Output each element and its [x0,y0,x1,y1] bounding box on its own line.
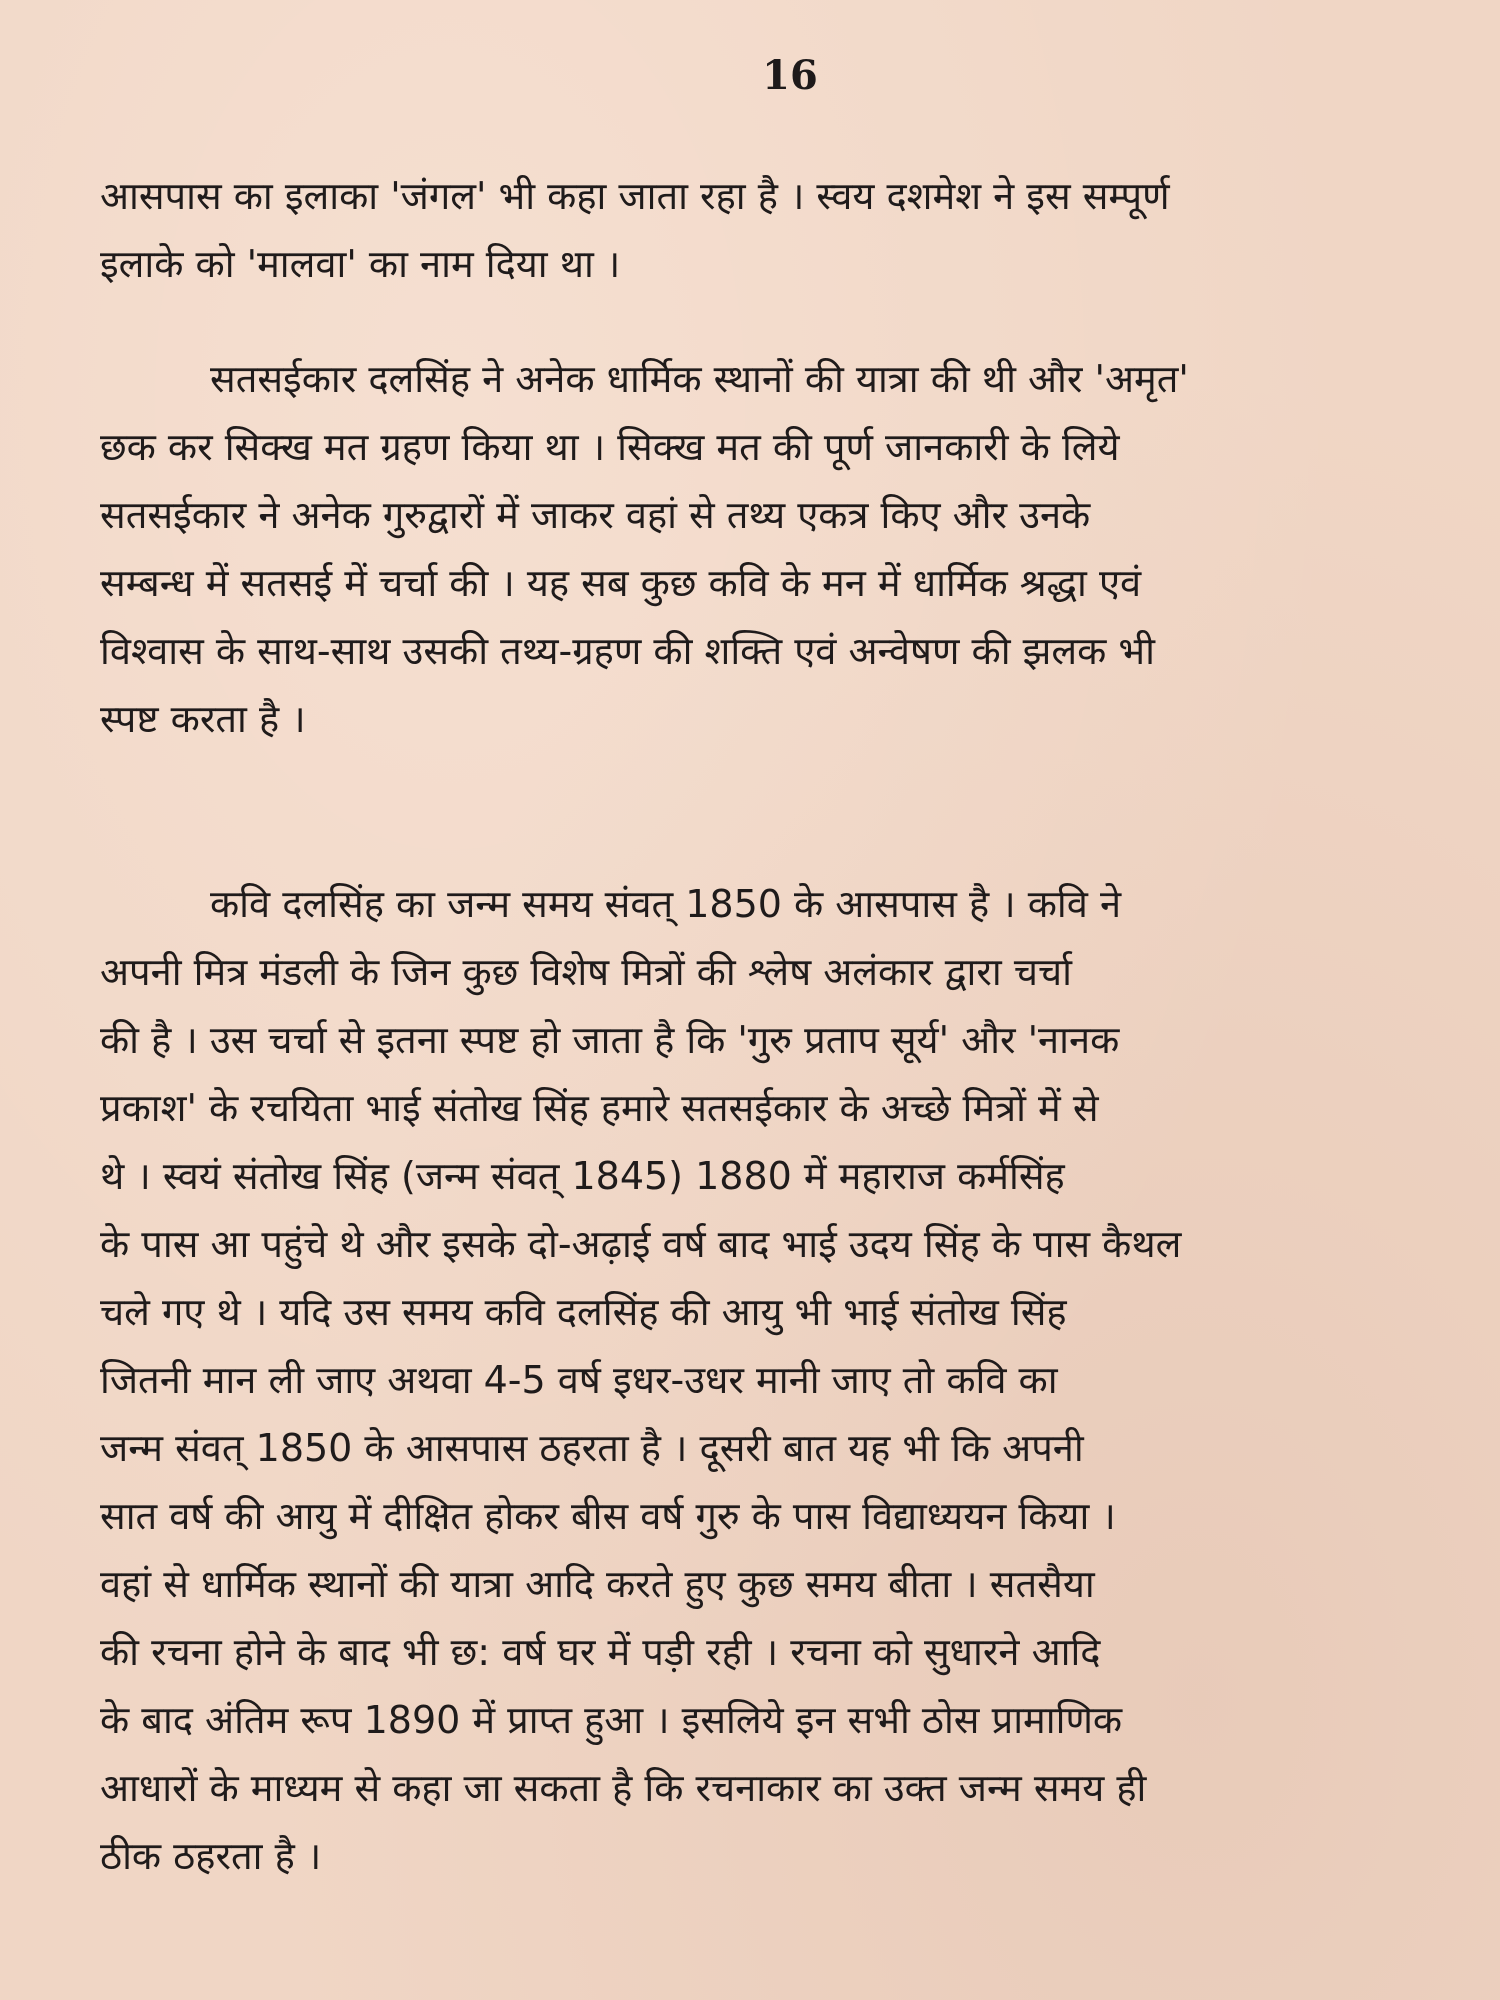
text-line: जितनी मान ली जाए अथवा 4-5 वर्ष इधर-उधर मानी जाए तो कवि का [100,1358,1058,1402]
text-line: इलाके को 'मालवा' का नाम दिया था । [100,242,621,286]
text-line: कवि दलसिंह का जन्म समय संवत् 1850 के आसपास है । कवि ने [210,882,1122,926]
text-line: सम्बन्ध में सतसई में चर्चा की । यह सब कुछ कवि के मन में धार्मिक श्रद्धा एवं [100,561,1142,605]
text-line: छक कर सिक्ख मत ग्रहण किया था । सिक्ख मत की पूर्ण जानकारी के लिये [100,425,1120,469]
text-line: की है । उस चर्चा से इतना स्पष्ट हो जाता है कि 'गुरु प्रताप सूर्य' और 'नानक [100,1018,1120,1062]
text-line: सतसईकार ने अनेक गुरुद्वारों में जाकर वहां से तथ्य एकत्र किए और उनके [100,493,1091,537]
text-line: ठीक ठहरता है । [100,1834,322,1878]
text-line: सात वर्ष की आयु में दीक्षित होकर बीस वर्ष गुरु के पास विद्याध्ययन किया । [100,1494,1116,1538]
paragraph-3 [100,870,1420,1890]
text-line: आसपास का इलाका 'जंगल' भी कहा जाता रहा है । स्वय दशमेश ने इस सम्पूर्ण [100,174,1170,218]
text-line: जन्म संवत् 1850 के आसपास ठहरता है । दूसरी बात यह भी कि अपनी [100,1426,1084,1470]
text-line: स्पष्ट करता है । [100,697,306,741]
paragraph-2 [100,345,1420,753]
text-line: अपनी मित्र मंडली के जिन कुछ विशेष मित्रों की श्लेष अलंकार द्वारा चर्चा [100,950,1072,994]
text-line: के पास आ पहुंचे थे और इसके दो-अढ़ाई वर्ष बाद भाई उदय सिंह के पास कैथल [100,1222,1182,1266]
text-line: के बाद अंतिम रूप 1890 में प्राप्त हुआ । इसलिये इन सभी ठोस प्रामाणिक [100,1698,1123,1742]
text-line: विश्वास के साथ-साथ उसकी तथ्य-ग्रहण की शक्ति एवं अन्वेषण की झलक भी [100,629,1155,673]
paragraph-1 [100,162,1420,298]
text-line: चले गए थे । यदि उस समय कवि दलसिंह की आयु भी भाई संतोख सिंह [100,1290,1067,1334]
text-line: प्रकाश' के रचयिता भाई संतोख सिंह हमारे सतसईकार के अच्छे मित्रों में से [100,1086,1099,1130]
text-line: थे । स्वयं संतोख सिंह (जन्म संवत् 1845) 1880 में महाराज कर्मसिंह [100,1154,1065,1198]
text-line: की रचना होने के बाद भी छ: वर्ष घर में पड़ी रही । रचना को सुधारने आदि [100,1630,1101,1674]
text-line: सतसईकार दलसिंह ने अनेक धार्मिक स्थानों की यात्रा की थी और 'अमृत' [210,357,1189,401]
text-line: आधारों के माध्यम से कहा जा सकता है कि रचनाकार का उक्त जन्म समय ही [100,1766,1147,1810]
page-number: 16 [762,52,818,99]
text-line: वहां से धार्मिक स्थानों की यात्रा आदि करते हुए कुछ समय बीता । सतसैया [100,1562,1095,1606]
